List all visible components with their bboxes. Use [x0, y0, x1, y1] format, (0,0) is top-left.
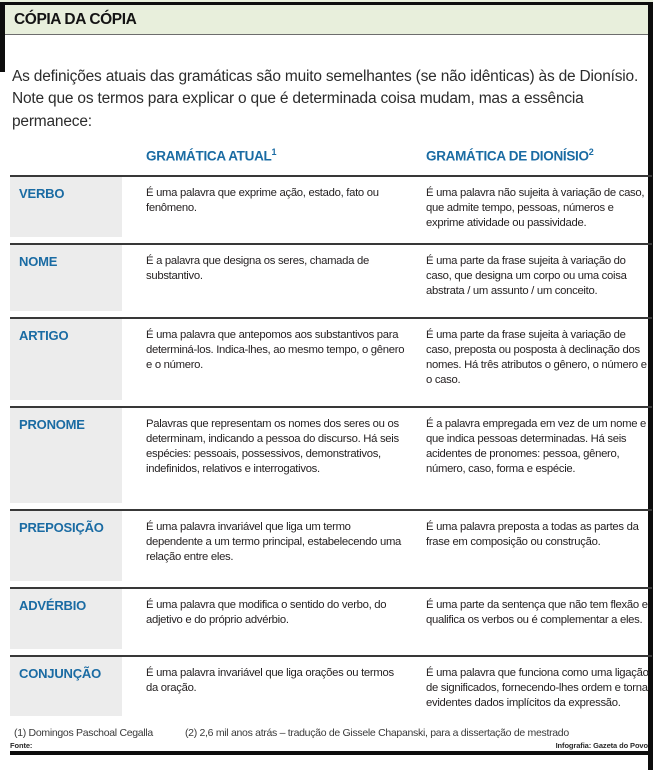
definition-dionisio: É uma palavra preposta a todas as partes da frase em composição ou construção.: [426, 520, 639, 548]
table-row: [10, 317, 652, 406]
definition-dionisio: É uma palavra não sujeita à variação de caso, que admite tempo, pessoas, números e exprime atividade ou passividade.: [426, 186, 645, 229]
table-row: [10, 243, 652, 317]
page-title: CÓPIA DA CÓPIA: [14, 10, 137, 28]
term-label: ARTIGO: [10, 319, 122, 400]
term-label: VERBO: [10, 177, 122, 237]
definition-atual: É uma palavra invariável que liga orações ou termos da oração.: [146, 666, 394, 694]
footnote-ref-2: 2: [588, 147, 594, 157]
definition-atual: É a palavra que designa os seres, chamada de substantivo.: [146, 254, 369, 282]
term-label: CONJUNÇÃO: [10, 657, 122, 717]
footnote-1: (1) Domingos Paschoal Cegalla: [14, 727, 153, 739]
definition-atual: É uma palavra que exprime ação, estado, fato ou fenômeno.: [146, 186, 379, 214]
definition-dionisio: É uma parte da frase sujeita à variação de caso, preposta ou posposta à declinação dos nomes. Há três atributos o gênero, o número e o caso.: [426, 328, 647, 387]
term-label: PRONOME: [10, 408, 122, 503]
intro-text: As definições atuais das gramáticas são muito semelhantes (se não idênticas) às de Dionísio. Note que os termos para explicar o que é determinada coisa mudam, mas a essência permanece:: [12, 67, 639, 130]
table-row: [10, 655, 652, 723]
table-header-row: [10, 147, 652, 175]
source-label: Fonte:: [10, 741, 33, 750]
definition-atual: Palavras que representam os nomes dos seres ou os determinam, indicando a pessoa do discurso. Há seis espécies: pessoais, possessivos, demonstrativos, indefinidos, relativos e interrogativos.: [146, 417, 399, 476]
infographic-credit: Infografia: Gazeta do Povo: [555, 741, 648, 750]
table-row: [10, 175, 652, 243]
footnotes: [14, 727, 646, 739]
source-credit-row: [10, 741, 648, 750]
footnote-ref-1: 1: [271, 147, 277, 157]
term-label: NOME: [10, 245, 122, 311]
table-row: [10, 587, 652, 655]
definition-atual: É uma palavra que modifica o sentido do verbo, do adjetivo e do próprio advérbio.: [146, 598, 387, 626]
definition-dionisio: É a palavra empregada em vez de um nome e que indica pessoas determinadas. Há seis acidentes de pronomes: pessoa, gênero, número, caso, forma e espécie.: [426, 417, 647, 476]
footnote-2: (2) 2,6 mil anos atrás – tradução de Gissele Chapanski, para a dissertação de mestrado: [184, 727, 569, 739]
column-header-gramatica-dionisio: GRAMÁTICA DE DIONÍSIO$^2$: [426, 147, 594, 164]
comparison-table: [10, 147, 652, 722]
term-label: ADVÉRBIO: [10, 589, 122, 649]
title-band: [5, 5, 648, 35]
term-label: PREPOSIÇÃO: [10, 511, 122, 581]
definition-dionisio: É uma parte da sentença que não tem flexão e qualifica os verbos ou é complementar a eles.: [426, 598, 648, 626]
bottom-border-line: [10, 751, 648, 755]
column-header-gramatica-atual: GRAMÁTICA ATUAL$^1$: [146, 147, 277, 164]
definition-atual: É uma palavra que antepomos aos substantivos para determiná-los. Indica-lhes, ao mesmo tempo, o gênero e o número.: [146, 328, 405, 371]
definition-dionisio: É uma parte da frase sujeita à variação do caso, que designa um corpo ou uma coisa abstrata / um assunto / um conceito.: [426, 254, 627, 297]
definition-atual: É uma palavra invariável que liga um termo dependente a um termo principal, estabelecendo uma relação entre eles.: [146, 520, 402, 563]
table-row: [10, 406, 652, 509]
table-row: [10, 509, 652, 587]
definition-dionisio: É uma palavra que funciona como uma ligação de significados, fornecendo-lhes ordem e torna evidentes dados implícitos da expressão.: [426, 666, 649, 709]
